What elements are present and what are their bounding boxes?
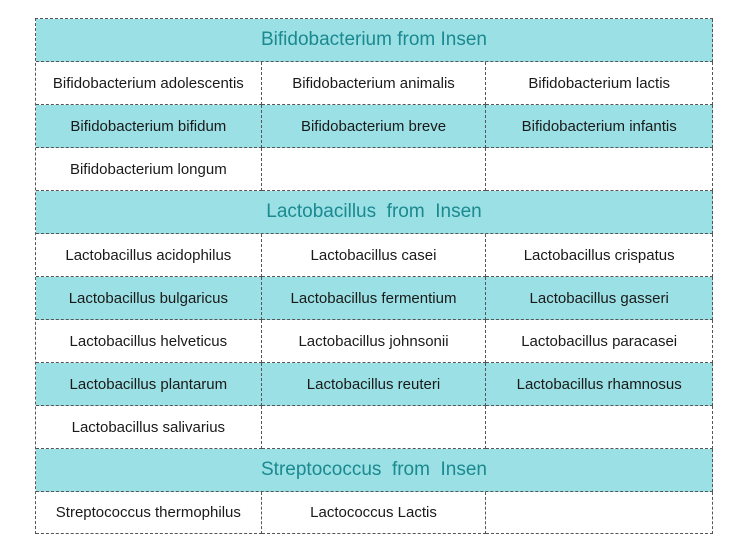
section-title: Bifidobacterium from Insen: [36, 19, 713, 62]
strain-cell: Lactobacillus paracasei: [486, 320, 713, 363]
table-row: [36, 105, 713, 148]
table-row: [36, 234, 713, 277]
strain-cell: Lactobacillus acidophilus: [36, 234, 262, 277]
section-title: Streptococcus from Insen: [36, 449, 713, 492]
strain-cell: Bifidobacterium infantis: [486, 105, 713, 148]
empty-cell: [486, 148, 713, 191]
strain-cell: Lactobacillus rhamnosus: [486, 363, 713, 406]
section-title: Lactobacillus from Insen: [36, 191, 713, 234]
table-row: [36, 62, 713, 105]
section-header-lactobacillus: [36, 191, 713, 234]
empty-cell: [486, 406, 713, 449]
strain-cell: Lactobacillus plantarum: [36, 363, 262, 406]
strain-cell: Bifidobacterium bifidum: [36, 105, 262, 148]
strain-cell: Lactobacillus reuteri: [262, 363, 487, 406]
strain-cell: Lactobacillus salivarius: [36, 406, 262, 449]
strain-cell: Lactobacillus casei: [262, 234, 487, 277]
strain-cell: Streptococcus thermophilus: [36, 492, 262, 534]
strain-cell: Lactobacillus bulgaricus: [36, 277, 262, 320]
strain-cell: Lactobacillus helveticus: [36, 320, 262, 363]
strain-cell: Bifidobacterium longum: [36, 148, 262, 191]
strain-cell: Lactobacillus fermentium: [262, 277, 487, 320]
table-row: [36, 363, 713, 406]
empty-cell: [262, 148, 487, 191]
strain-table: [35, 18, 713, 534]
strain-cell: Lactococcus Lactis: [262, 492, 487, 534]
section-header-bifidobacterium: [36, 19, 713, 62]
strain-cell: Lactobacillus johnsonii: [262, 320, 487, 363]
table-row: [36, 277, 713, 320]
strain-cell: Bifidobacterium lactis: [486, 62, 713, 105]
section-header-streptococcus: [36, 449, 713, 492]
strain-cell: Lactobacillus crispatus: [486, 234, 713, 277]
strain-cell: Bifidobacterium animalis: [262, 62, 487, 105]
table-row: [36, 406, 713, 449]
empty-cell: [486, 492, 713, 534]
table-row: [36, 492, 713, 534]
empty-cell: [262, 406, 487, 449]
strain-cell: Bifidobacterium adolescentis: [36, 62, 262, 105]
strain-cell: Lactobacillus gasseri: [486, 277, 713, 320]
table-row: [36, 320, 713, 363]
table-row: [36, 148, 713, 191]
strain-cell: Bifidobacterium breve: [262, 105, 487, 148]
